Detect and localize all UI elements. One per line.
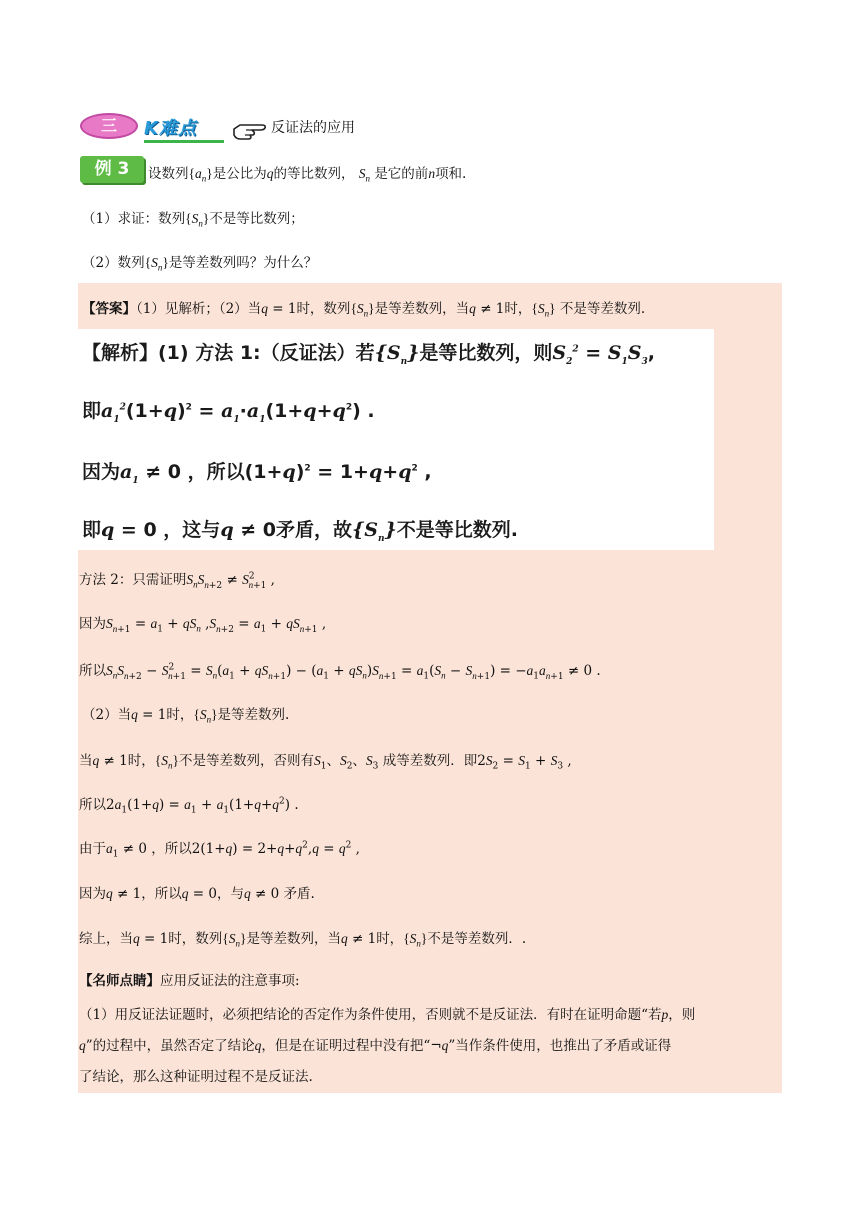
analysis-line-2: 即$a_1^2(1+q)^2 = a_1\cdot a_1(1+q+q^2)$ . — [82, 400, 375, 425]
method2-line-7: 由于$a_1 \ne 0$ ，所以$2(1+q) = 2+q+q^2,q = q^2$ , — [79, 840, 360, 860]
difficulty-badge: K难点 — [144, 118, 197, 139]
question-2: （2）数列$\{S_n\}$是等差数列吗？为什么？ — [82, 255, 318, 273]
method2-line-1: 方法 2：只需证明$S_nS_{n+2} \ne S^2_{n+1}$ , — [79, 571, 275, 591]
topic-heading: 反证法的应用 — [271, 120, 355, 136]
question-1: （1）求证：数列$\{S_n\}$不是等比数列； — [82, 211, 304, 229]
note-line-1: （1）用反证法证题时，必须把结论的否定作为条件使用，否则就不是反证法．有时在证明命题“若p，则 — [79, 1007, 696, 1023]
analysis-line-1: 【解析】(1) 方法 1:（反证法）若$\{S_n\}$是等比数列，则$S_2^2 = S_1S_3$, — [82, 342, 656, 367]
section-badge — [80, 113, 138, 139]
method2-line-2: 因为$S_{n+1} = a_1 + qS_n$ $,S_{n+2} = a_1 + qS_{n+1}$ , — [79, 616, 327, 635]
analysis-image — [78, 329, 714, 550]
section-number: 三 — [100, 116, 117, 135]
method2-line-6: 所以$2a_1(1+q) = a_1 + a_1(1+q+q^2)$ . — [79, 796, 299, 816]
method2-line-5: 当q ≠ 1时，$\{S_n\}$不是等差数列，否则有$S_1$、$S_2$、$S_3$ 成等差数列．即$2S_2 = S_1 + S_3$ , — [79, 753, 572, 772]
analysis-line-4: 即q = 0 ，这与q ≠ 0矛盾，故$\{S_n\}$不是等比数列. — [82, 519, 518, 544]
note-line-3: 了结论，那么这种证明过程不是反证法. — [79, 1069, 313, 1085]
method2-line-4: （2）当q = 1时，$\{S_n\}$是等差数列. — [82, 707, 290, 725]
method2-line-8: 因为q ≠ 1，所以q = 0，与q ≠ 0 矛盾. — [79, 886, 315, 902]
note-title: 【名师点睛】应用反证法的注意事项: — [79, 973, 300, 989]
analysis-line-3: 因为$a_1 \ne 0$ ，所以$(1+q)^2 = 1+q+q^2$ , — [82, 461, 432, 486]
answer-line: 【答案】（1）见解析；（2）当q = 1时，数列$\{S_n\}$是等差数列，当q ≠ 1时，$\{S_n\}$ 不是等差数列. — [82, 301, 646, 319]
example-badge: 例 3 — [80, 156, 144, 183]
method2-conclusion: 综上，当q = 1时，数列$\{S_n\}$是等差数列，当q ≠ 1时，$\{S_n\}$不是等差数列．. — [79, 931, 527, 949]
note-line-2: q”的过程中，虽然否定了结论q，但是在证明过程中没有把“¬q”当作条件使用，也推出了矛盾或证得 — [79, 1038, 672, 1054]
method2-line-3: 所以$S_nS_{n+2} - S^2_{n+1} = S_n(a_1 + qS_{n+1}) - (a_1 + qS_n)S_{n+1} = a_1(S_n - S_{n+1}) = -a_1a_{n+1} \ne 0$ . — [79, 662, 601, 682]
problem-stem: 设数列$\{a_n\}$是公比为q的等比数列， $S_n$ 是它的前n项和. — [148, 166, 467, 184]
pointing-hand-icon — [232, 115, 268, 141]
badge-underline — [144, 140, 224, 143]
